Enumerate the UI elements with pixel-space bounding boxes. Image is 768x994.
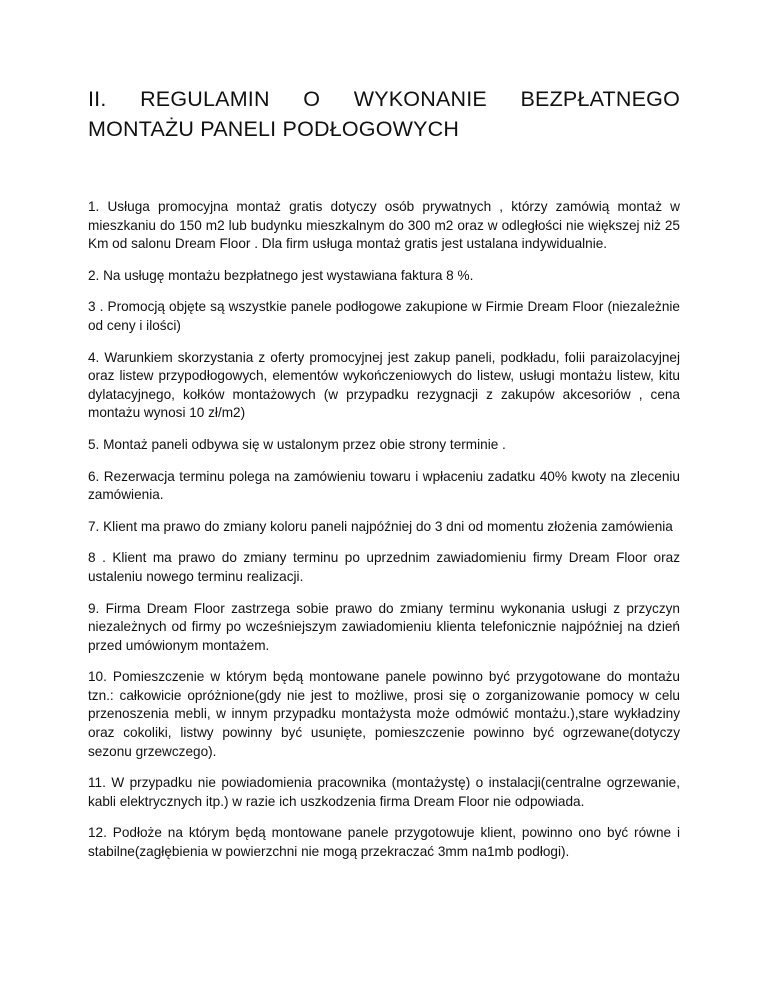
regulation-paragraph-4: 4. Warunkiem skorzystania z oferty promocyjnej jest zakup paneli, podkładu, folii paraizolacyjnej oraz listew przypodłogowych, elementów wykończeniowych do listew, usługi montażu listew, kitu dylatacyjnego, kołków montażowych (w przypadku rezygnacji z zakupów akcesoriów , cena montażu wynosi 10 zł/m2): [88, 349, 680, 421]
regulation-paragraph-9: 9. Firma Dream Floor zastrzega sobie prawo do zmiany terminu wykonania usługi z przyczyn niezależnych od firmy po wcześniejszym zawiadomieniu klienta telefonicznie najpóźniej na dzień przed umówionym montażem.: [88, 600, 680, 653]
regulations-list: [88, 198, 680, 862]
regulation-paragraph-5: 5. Montaż paneli odbywa się w ustalonym przez obie strony terminie .: [88, 436, 506, 452]
regulation-paragraph-7: 7. Klient ma prawo do zmiany koloru paneli najpóźniej do 3 dni od momentu złożenia zamówienia: [88, 518, 673, 534]
regulation-paragraph-8: 8 . Klient ma prawo do zmiany terminu po uprzednim zawiadomieniu firmy Dream Floor oraz ustaleniu nowego terminu realizacji.: [88, 550, 680, 584]
regulation-paragraph-2: 2. Na usługę montażu bezpłatnego jest wystawiana faktura 8 %.: [88, 267, 474, 283]
regulation-paragraph-3: 3 . Promocją objęte są wszystkie panele podłogowe zakupione w Firmie Dream Floor (niezależnie od ceny i ilości): [88, 299, 680, 333]
regulation-paragraph-6: 6. Rezerwacja terminu polega na zamówieniu towaru i wpłaceniu zadatku 40% kwoty na zleceniu zamówienia.: [88, 468, 680, 503]
regulation-paragraph-11: 11. W przypadku nie powiadomienia pracownika (montażystę) o instalacji(centralne ogrzewanie, kabli elektrycznych itp.) w razie ich uszkodzenia firma Dream Floor nie odpowiada.: [88, 775, 680, 809]
regulation-paragraph-10: 10. Pomieszczenie w którym będą montowane panele powinno być przygotowane do montażu tzn.: całkowicie opróżnione(gdy nie jest to możliwe, prosi się o zorganizowanie pomocy w celu przenoszenia mebli, w innym przypadku montażysta może odmówić montażu.),stare wykładziny oraz cokoliki, listwy powinny być usunięte, pomieszczenie powinno być ogrzewane(dotyczy sezonu grzewczego).: [88, 669, 680, 759]
regulation-paragraph-12: 12. Podłoże na którym będą montowane panele przygotowuje klient, powinno ono być równe i stabilne(zagłębienia w powierzchni nie mogą przekraczać 3mm na1mb podłogi).: [88, 825, 680, 860]
document-title: II. REGULAMIN O WYKONANIE BEZPŁATNEGO MONTAŻU PANELI PODŁOGOWYCH: [88, 87, 680, 141]
regulation-paragraph-1: 1. Usługa promocyjna montaż gratis dotyczy osób prywatnych , którzy zamówią montaż w mieszkaniu do 150 m2 lub budynku mieszkalnym do 300 m2 oraz w odległości nie większej niż 25 Km od salonu Dream Floor . Dla firm usługa montaż gratis jest ustalana indywidualnie.: [88, 199, 680, 252]
